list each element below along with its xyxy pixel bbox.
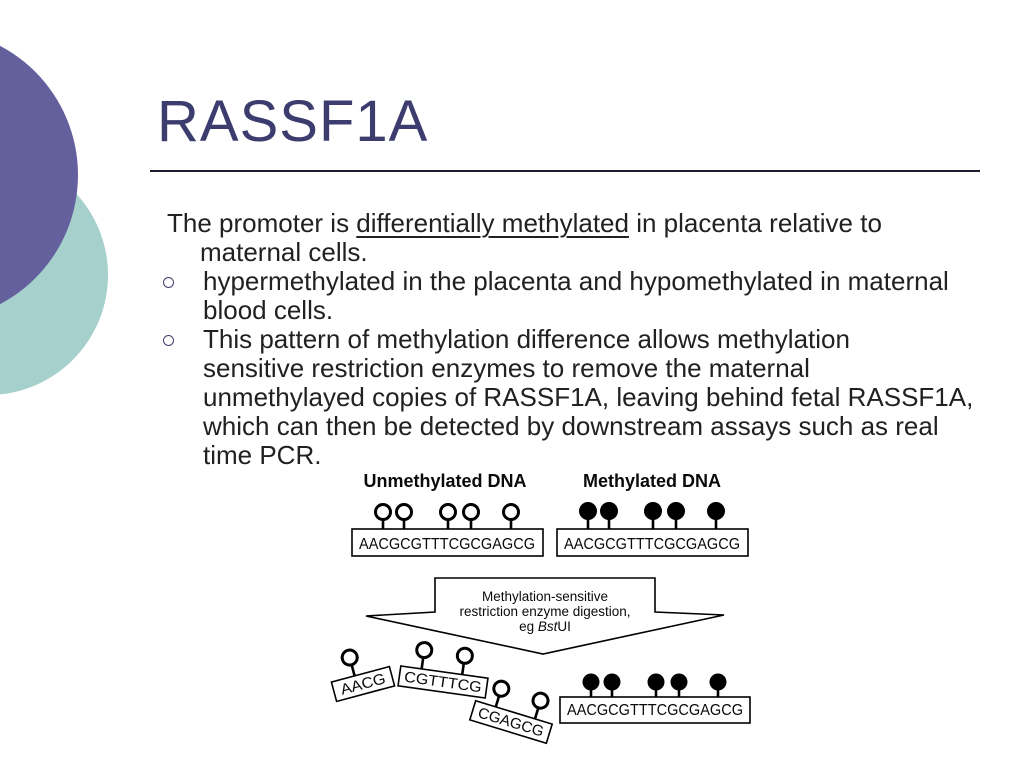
filled-lollipop-icon: [648, 674, 665, 691]
product-sequence-text: AACGCGTTTCGCGAGCG: [567, 702, 743, 719]
bullet-icon: [163, 335, 174, 346]
methylated-product: [560, 674, 750, 724]
open-lollipop-icon: [376, 505, 391, 520]
filled-lollipop-icon: [671, 674, 688, 691]
body-line: blood cells.: [203, 295, 334, 325]
open-lollipop-icon: [531, 691, 550, 710]
funnel-text-bst: Bst: [537, 619, 558, 634]
open-lollipop-icon: [456, 647, 473, 664]
body-line: This pattern of methylation difference allows methylation: [203, 324, 850, 354]
funnel-text-eg: eg: [519, 619, 538, 634]
filled-lollipop-icon: [708, 503, 725, 520]
body-line: [167, 209, 882, 238]
bullet-icon: [163, 277, 174, 288]
open-lollipop-icon: [492, 679, 511, 698]
open-lollipop-icon: [341, 648, 359, 666]
methylated-sequence-text: AACGCGTTTCGCGAGCG: [564, 536, 740, 553]
funnel-text-line1: Methylation-sensitive: [481, 589, 609, 604]
filled-lollipop-icon: [645, 503, 662, 520]
funnel-text-line2: restriction enzyme digestion,: [459, 604, 631, 619]
filled-lollipop-icon: [604, 674, 621, 691]
open-lollipop-icon: [464, 505, 479, 520]
body-line: sensitive restriction enzymes to remove the maternal: [203, 353, 810, 383]
body-line: time PCR.: [203, 440, 322, 470]
body-text: in placenta relative to: [628, 208, 882, 238]
fragment-text: CGAGCG: [475, 704, 545, 741]
funnel-text-line3: [519, 619, 571, 634]
open-lollipop-icon: [441, 505, 456, 520]
unmethylated-dna-label: Unmethylated DNA: [363, 471, 527, 491]
filled-lollipop-icon: [583, 674, 600, 691]
fragment-text: AACG: [338, 671, 385, 699]
unmethylated-sequence-text: AACGCGTTTCGCGAGCG: [359, 536, 535, 553]
filled-lollipop-icon: [580, 503, 597, 520]
filled-lollipop-icon: [710, 674, 727, 691]
open-lollipop-icon: [504, 505, 519, 520]
body-text: The promoter is: [167, 208, 357, 238]
body-line: maternal cells.: [200, 237, 368, 267]
funnel-text-ui: UI: [557, 619, 571, 634]
fragment-cgtttcg: [398, 640, 492, 698]
fragment-aacg: [330, 641, 395, 701]
filled-lollipop-icon: [601, 503, 618, 520]
body-line: which can then be detected by downstream assays such as real: [203, 411, 939, 441]
open-lollipop-icon: [416, 642, 433, 659]
open-lollipop-icon: [397, 505, 412, 520]
methylation-diagram: [330, 458, 780, 768]
underlined-text: differentially methylated: [356, 208, 629, 238]
body-line: unmethylayed copies of RASSF1A, leaving behind fetal RASSF1A,: [203, 382, 974, 412]
methylated-dna-label: Methylated DNA: [582, 471, 722, 491]
methylated-lollipops: [580, 503, 725, 530]
unmethylated-lollipops: [376, 505, 519, 530]
filled-lollipop-icon: [668, 503, 685, 520]
title-divider: [150, 170, 980, 172]
page-title: RASSF1A: [157, 89, 429, 154]
fragment-text: CGTTTCG: [403, 668, 478, 696]
body-line: hypermethylated in the placenta and hypomethylated in maternal: [203, 266, 949, 296]
